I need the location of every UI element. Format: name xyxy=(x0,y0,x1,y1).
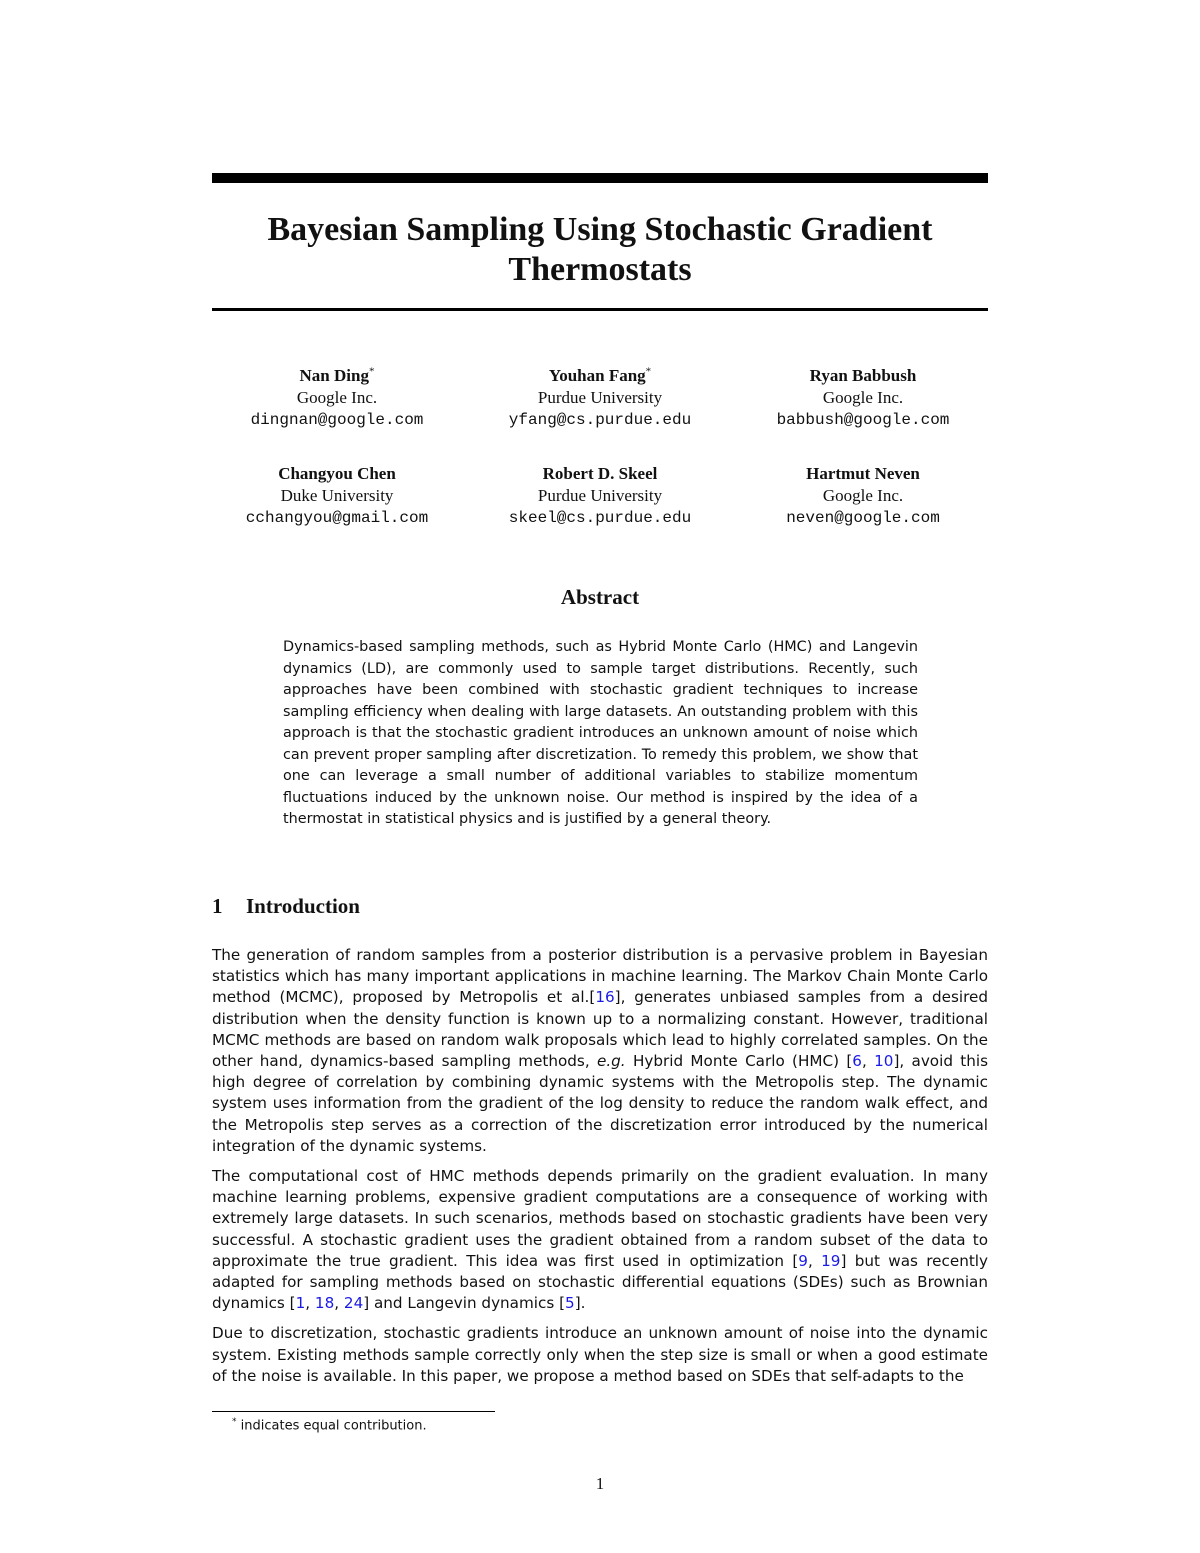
author-email: skeel@cs.purdue.edu xyxy=(508,509,692,527)
author-name: Nan Ding xyxy=(299,366,369,385)
author-email: dingnan@google.com xyxy=(250,411,424,429)
equal-contribution-mark: * xyxy=(645,365,652,378)
author-name: Hartmut Neven xyxy=(806,464,920,483)
paragraph-text: The generation of random samples from a posterior distribution is a pervasive problem in Bayesian statistics which has many important applications in machine learning. The Markov Chain Monte Carlo method (MCMC), proposed by Metropolis et al.[ xyxy=(212,946,988,1007)
paragraph-emphasis: e.g. xyxy=(597,1052,626,1071)
author-block xyxy=(212,365,988,561)
footnote xyxy=(232,1417,427,1433)
abstract-text: Dynamics-based sampling methods, such as Hybrid Monte Carlo (HMC) and Langevin dynamics (LD), are commonly used to sample target distributions. Recently, such approaches have been combined with stochastic gradient techniques to increase sampling efficiency when dealing with large datasets. An outstanding problem with this approach is that the stochastic gradient introduces an unknown amount of noise which can prevent proper sampling after discretization. To remedy this problem, we show that one can leverage a small number of additional variables to stabilize momentum fluctuations induced by the unknown noise. Our method is inspired by the idea of a thermostat in statistical physics and is justified by a general theory. xyxy=(283,639,918,827)
author-name: Changyou Chen xyxy=(278,464,396,483)
author-email: babbush@google.com xyxy=(776,411,950,429)
author-name: Ryan Babbush xyxy=(809,366,917,385)
citation-link[interactable]: 9 xyxy=(798,1251,808,1270)
citation-link[interactable]: 1 xyxy=(295,1294,306,1313)
abstract-heading: Abstract xyxy=(560,585,640,609)
author xyxy=(475,365,725,463)
section-heading xyxy=(212,894,360,919)
author-affiliation: Duke University xyxy=(280,486,394,505)
author-email: yfang@cs.purdue.edu xyxy=(508,411,692,429)
author-name: Robert D. Skeel xyxy=(542,464,658,483)
paragraph-text: ] and Langevin dynamics [ xyxy=(363,1294,566,1313)
paragraph xyxy=(212,945,988,1157)
equal-contribution-mark: * xyxy=(368,365,375,378)
page-number: 1 xyxy=(595,1474,605,1493)
paragraph-text: The computational cost of HMC methods depends primarily on the gradient evaluation. In many machine learning problems, expensive gradient computations are a consequence of working with extremely large datasets. In such scenarios, methods based on stochastic gradients have been very successful. A stochastic gradient uses the gradient obtained from a random subset of the data to approximate the true gradient. This idea was first used in optimization [ xyxy=(212,1167,988,1270)
author-affiliation: Purdue University xyxy=(537,486,663,505)
paper-title: Bayesian Sampling Using Stochastic Gradient Thermostats xyxy=(267,211,933,288)
paragraph-text: , xyxy=(334,1294,344,1313)
footnote-text: indicates equal contribution. xyxy=(240,1418,427,1434)
author xyxy=(212,365,462,463)
author-email: cchangyou@gmail.com xyxy=(245,509,429,527)
footnote-mark: * xyxy=(232,1417,237,1427)
author-affiliation: Google Inc. xyxy=(822,388,904,407)
citation-link[interactable]: 16 xyxy=(595,988,615,1007)
section-body xyxy=(212,945,988,1396)
title-bottom-rule xyxy=(212,308,988,311)
paragraph xyxy=(212,1166,988,1314)
author-row xyxy=(212,463,988,561)
paragraph-text: ] but was recently adapted for sampling methods based on stochastic differential equations (SDEs) such as Brownian dynamics [ xyxy=(212,1251,988,1313)
citation-link[interactable]: 6 xyxy=(852,1052,862,1071)
footnote-rule xyxy=(212,1411,495,1412)
paragraph-text: ], avoid this high degree of correlation by combining dynamic systems with the Metropolis step. The dynamic system uses information from the gradient of the log density to reduce the random walk effect, and the Metropolis step serves as a correction of the discretization error introduced by the numerical integration of the dynamic systems. xyxy=(212,1052,988,1155)
paragraph-text: ]. xyxy=(574,1294,586,1313)
paragraph-text: , xyxy=(807,1251,822,1270)
citation-link[interactable]: 18 xyxy=(314,1294,335,1313)
citation-link[interactable]: 24 xyxy=(343,1294,364,1313)
citation-link[interactable]: 5 xyxy=(565,1294,575,1313)
author-row xyxy=(212,365,988,463)
author-email: neven@google.com xyxy=(786,509,940,527)
citation-link[interactable]: 10 xyxy=(874,1052,894,1071)
section-number: 1 xyxy=(212,894,223,918)
author xyxy=(475,463,725,561)
section-title: Introduction xyxy=(246,894,360,918)
title-top-rule xyxy=(212,173,988,183)
author-name: Youhan Fang xyxy=(548,366,646,385)
author xyxy=(738,463,988,561)
author xyxy=(738,365,988,463)
paragraph-text: , xyxy=(305,1294,315,1313)
paragraph-text: , xyxy=(861,1052,875,1071)
paragraph-text: Hybrid Monte Carlo (HMC) [ xyxy=(625,1052,853,1071)
paragraph: Due to discretization, stochastic gradients introduce an unknown amount of noise into the dynamic system. Existing methods sample correctly only when the step size is small or when a good estimate of the noise is available. In this paper, we propose a method based on SDEs that self-adapts to the xyxy=(212,1324,988,1385)
paragraph-text: ], generates unbiased samples from a desired distribution when the density function is known up to a normalizing constant. However, traditional MCMC methods are based on random walk proposals which lead to highly correlated samples. On the other hand, dynamics-based sampling methods, xyxy=(212,988,989,1071)
author-affiliation: Purdue University xyxy=(537,388,663,407)
author xyxy=(212,463,462,561)
author-affiliation: Google Inc. xyxy=(296,388,378,407)
author-affiliation: Google Inc. xyxy=(822,486,904,505)
citation-link[interactable]: 19 xyxy=(821,1251,841,1270)
